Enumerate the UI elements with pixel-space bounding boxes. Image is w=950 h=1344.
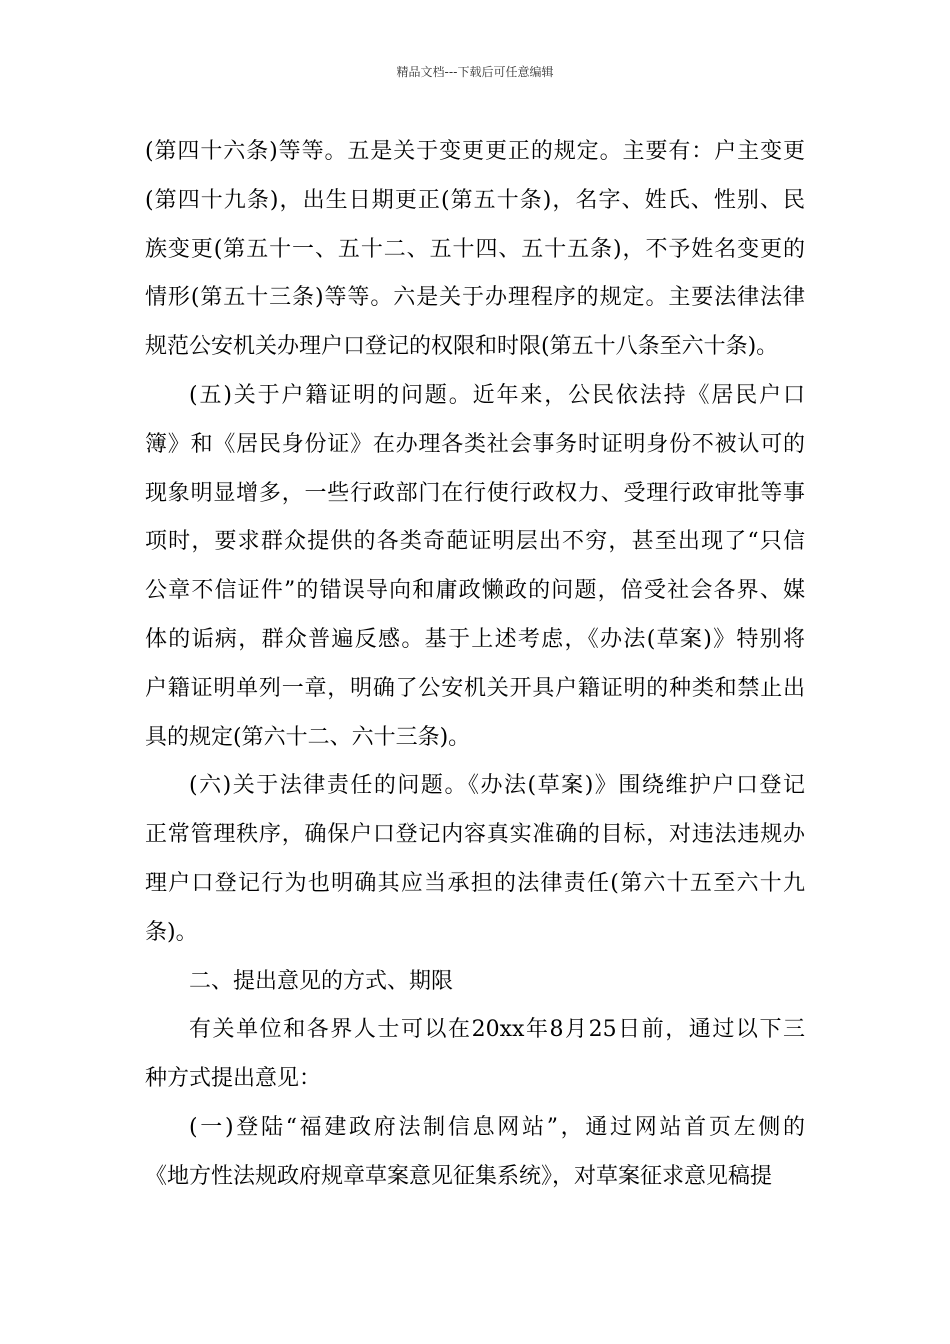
paragraph-line: 族变更(第五十一、五十二、五十四、五十五条)，不予姓名变更的 (145, 236, 805, 262)
paragraph (145, 372, 805, 762)
paragraph-line: 正常管理秩序，确保户口登记内容真实准确的目标，对违法违规办 (145, 822, 805, 848)
paragraph-line: 二、提出意见的方式、期限 (189, 968, 454, 994)
paragraph-line: 规范公安机关办理户口登记的权限和时限(第五十八条至六十条)。 (145, 334, 779, 360)
paragraph-line: 种方式提出意见： (145, 1066, 322, 1092)
paragraph (145, 958, 805, 1007)
paragraph-line: 《地方性法规政府规章草案意见征集系统》，对草案征求意见稿提 (145, 1163, 773, 1189)
paragraph-line: (六)关于法律责任的问题。《办法(草案)》围绕维护户口登记 (189, 773, 805, 799)
paragraph (145, 128, 805, 372)
paragraph-line: (一)登陆“福建政府法制信息网站”，通过网站首页左侧的 (189, 1114, 805, 1140)
paragraph-line: 有关单位和各界人士可以在20xx年8月25日前，通过以下三 (189, 1017, 805, 1043)
paragraph-line: 项时，要求群众提供的各类奇葩证明层出不穷，甚至出现了“只信 (145, 529, 805, 555)
page-header: 精品文档---下载后可任意编辑 (396, 65, 554, 79)
paragraph-line: (第四十六条)等等。五是关于变更更正的规定。主要有：户主变更 (145, 139, 805, 164)
paragraph-line: (五)关于户籍证明的问题。近年来，公民依法持《居民户口 (189, 382, 805, 408)
paragraph-line: 公章不信证件”的错误导向和庸政懒政的问题，倍受社会各界、媒 (145, 578, 805, 604)
paragraph-line: 具的规定(第六十二、六十三条)。 (145, 724, 471, 750)
paragraph-line: 情形(第五十三条)等等。六是关于办理程序的规定。主要法律法律 (145, 285, 805, 311)
document-body (145, 128, 805, 1202)
paragraph-line: 理户口登记行为也明确其应当承担的法律责任(第六十五至六十九 (145, 870, 805, 896)
paragraph-line: 现象明显增多，一些行政部门在行使行政权力、受理行政审批等事 (145, 480, 805, 506)
paragraph-line: (第四十九条)，出生日期更正(第五十条)，名字、姓氏、性别、民 (145, 187, 805, 213)
paragraph (145, 762, 805, 957)
paragraph (145, 1104, 805, 1202)
paragraph-line: 体的诟病，群众普遍反感。基于上述考虑，《办法(草案)》特别将 (145, 626, 805, 652)
paragraph-line: 户籍证明单列一章，明确了公安机关开具户籍证明的种类和禁止出 (145, 675, 805, 701)
paragraph-line: 簿》和《居民身份证》在办理各类社会事务时证明身份不被认可的 (145, 431, 805, 457)
paragraph (145, 1006, 805, 1104)
paragraph-line: 条)。 (145, 919, 198, 945)
